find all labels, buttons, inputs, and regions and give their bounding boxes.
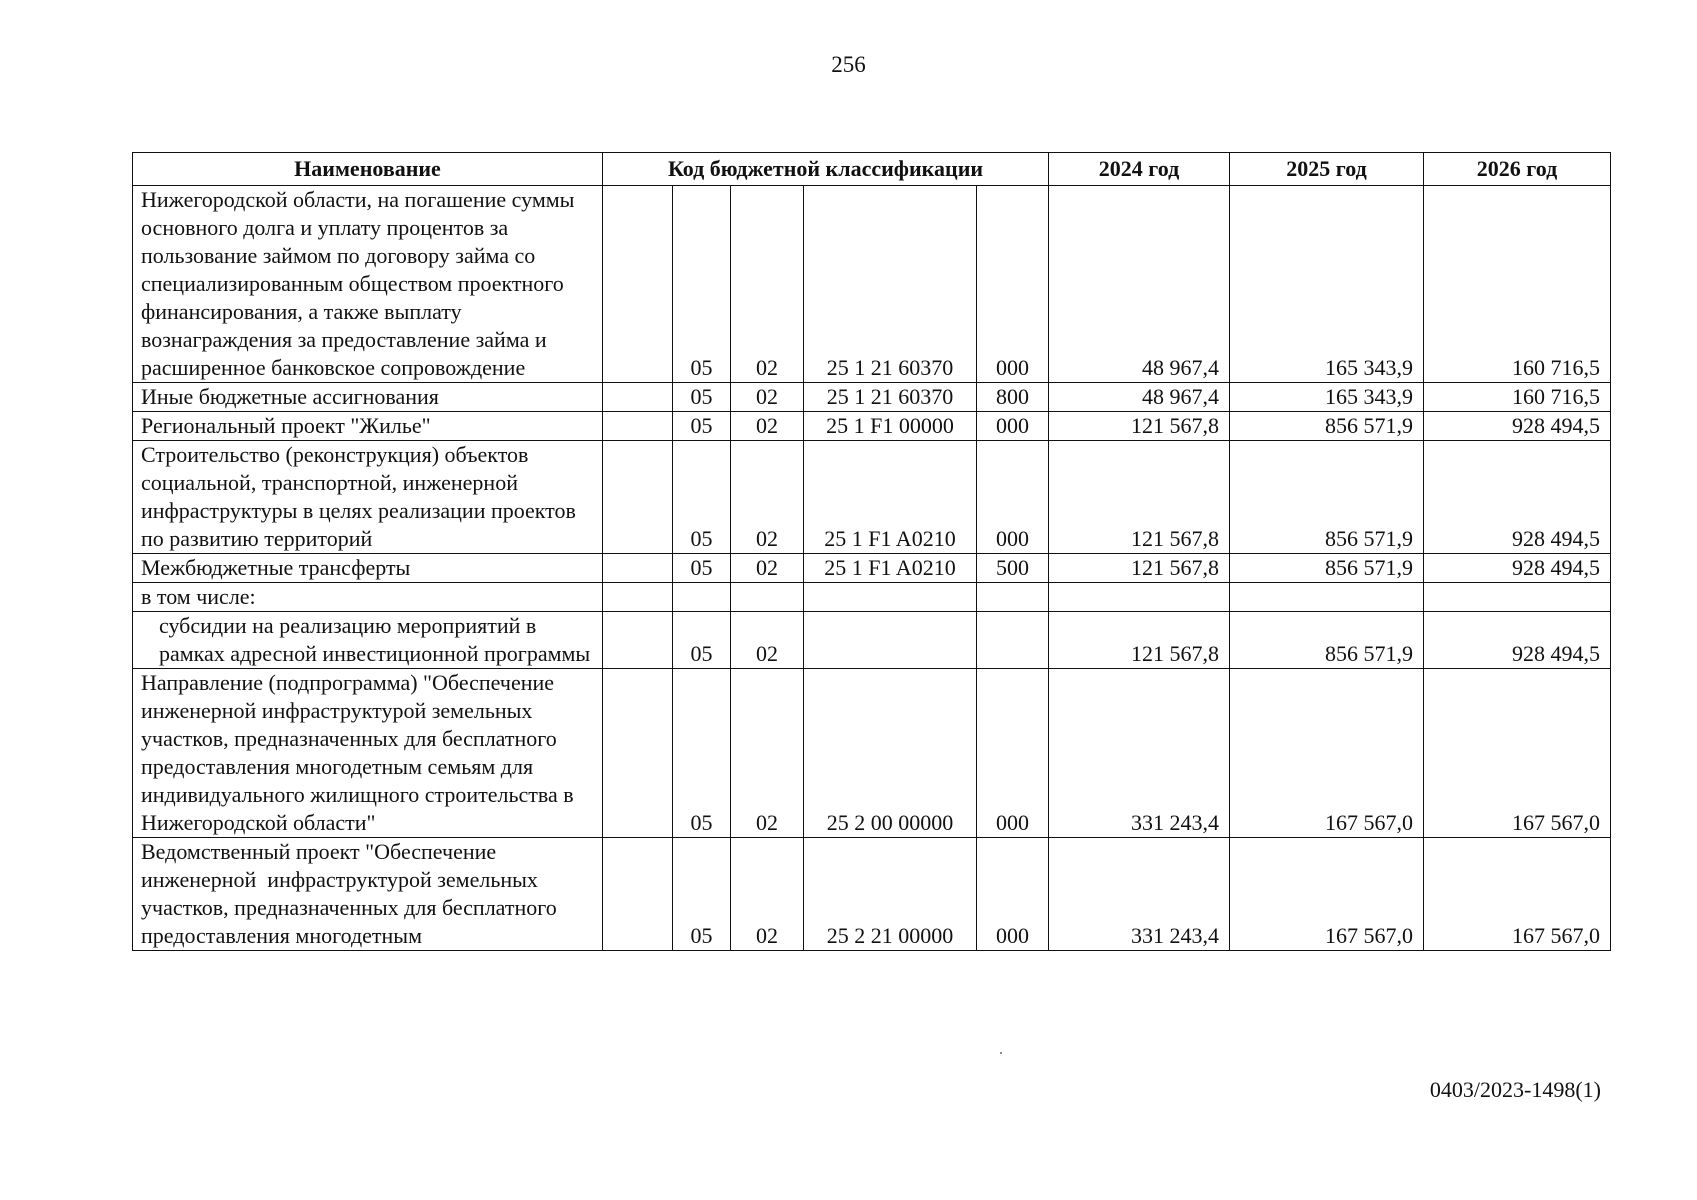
- row-name: в том числе:: [133, 583, 603, 612]
- value-2026: 167 567,0: [1424, 838, 1611, 951]
- code-subsection: 02: [731, 441, 804, 554]
- code-subsection: [731, 583, 804, 612]
- value-2026: 928 494,5: [1424, 441, 1611, 554]
- value-2025: 856 571,9: [1230, 612, 1424, 669]
- code-section: 05: [673, 441, 731, 554]
- code-target: [804, 612, 977, 669]
- code-subsection: 02: [731, 383, 804, 412]
- code-1: [603, 383, 673, 412]
- table-row: [133, 186, 1611, 383]
- value-2026: 160 716,5: [1424, 383, 1611, 412]
- code-target: [804, 583, 977, 612]
- code-expense-type: 000: [977, 441, 1049, 554]
- value-2025: [1230, 583, 1424, 612]
- code-subsection: 02: [731, 412, 804, 441]
- code-section: 05: [673, 412, 731, 441]
- table-header-row: [133, 153, 1611, 186]
- row-name: Ведомственный проект "Обеспечение инженерной инфраструктурой земельных участков, предназначенных для бесплатного предоставления многодетным: [133, 838, 603, 951]
- scan-speck: [1000, 1052, 1002, 1054]
- value-2025: 167 567,0: [1230, 669, 1424, 838]
- code-section: [673, 583, 731, 612]
- code-section: 05: [673, 612, 731, 669]
- value-2025: 856 571,9: [1230, 412, 1424, 441]
- header-2026: 2026 год: [1424, 153, 1611, 186]
- value-2024: 331 243,4: [1049, 838, 1230, 951]
- code-target: 25 1 F1 A0210: [804, 554, 977, 583]
- value-2026: 928 494,5: [1424, 412, 1611, 441]
- code-target: 25 1 21 60370: [804, 383, 977, 412]
- value-2025: 856 571,9: [1230, 441, 1424, 554]
- value-2026: 160 716,5: [1424, 186, 1611, 383]
- code-1: [603, 612, 673, 669]
- header-2024: 2024 год: [1049, 153, 1230, 186]
- code-1: [603, 186, 673, 383]
- table-row: [133, 383, 1611, 412]
- row-name: Региональный проект "Жилье": [133, 412, 603, 441]
- code-1: [603, 838, 673, 951]
- code-subsection: 02: [731, 838, 804, 951]
- value-2024: 48 967,4: [1049, 186, 1230, 383]
- code-subsection: 02: [731, 186, 804, 383]
- code-section: 05: [673, 838, 731, 951]
- table-row: [133, 838, 1611, 951]
- header-code: Код бюджетной классификации: [603, 153, 1049, 186]
- code-1: [603, 441, 673, 554]
- code-expense-type: 000: [977, 412, 1049, 441]
- value-2025: 165 343,9: [1230, 383, 1424, 412]
- code-target: 25 2 21 00000: [804, 838, 977, 951]
- code-target: 25 1 21 60370: [804, 186, 977, 383]
- table-row: [133, 669, 1611, 838]
- header-2025: 2025 год: [1230, 153, 1424, 186]
- row-name: Строительство (реконструкция) объектов социальной, транспортной, инженерной инфраструктуры в целях реализации проектов по развитию территорий: [133, 441, 603, 554]
- table-row: [133, 583, 1611, 612]
- table-row: [133, 412, 1611, 441]
- code-section: 05: [673, 186, 731, 383]
- value-2024: 48 967,4: [1049, 383, 1230, 412]
- page-number: 256: [831, 52, 866, 77]
- code-target: 25 1 F1 00000: [804, 412, 977, 441]
- value-2026: 928 494,5: [1424, 554, 1611, 583]
- value-2024: 121 567,8: [1049, 412, 1230, 441]
- code-1: [603, 583, 673, 612]
- code-subsection: 02: [731, 669, 804, 838]
- table-row: [133, 612, 1611, 669]
- budget-table: [132, 152, 1611, 951]
- value-2025: 167 567,0: [1230, 838, 1424, 951]
- table-row: [133, 441, 1611, 554]
- row-name: Межбюджетные трансферты: [133, 554, 603, 583]
- document-id: 0403/2023-1498(1): [1429, 1077, 1601, 1102]
- code-expense-type: 000: [977, 838, 1049, 951]
- code-section: 05: [673, 669, 731, 838]
- code-target: 25 2 00 00000: [804, 669, 977, 838]
- value-2024: 121 567,8: [1049, 441, 1230, 554]
- code-subsection: 02: [731, 554, 804, 583]
- code-expense-type: 500: [977, 554, 1049, 583]
- code-expense-type: 000: [977, 186, 1049, 383]
- value-2025: 856 571,9: [1230, 554, 1424, 583]
- code-1: [603, 669, 673, 838]
- value-2026: 167 567,0: [1424, 669, 1611, 838]
- code-target: 25 1 F1 A0210: [804, 441, 977, 554]
- value-2025: 165 343,9: [1230, 186, 1424, 383]
- value-2024: 121 567,8: [1049, 612, 1230, 669]
- code-expense-type: [977, 583, 1049, 612]
- value-2026: 928 494,5: [1424, 612, 1611, 669]
- code-expense-type: 800: [977, 383, 1049, 412]
- code-subsection: 02: [731, 612, 804, 669]
- code-expense-type: [977, 612, 1049, 669]
- value-2024: 331 243,4: [1049, 669, 1230, 838]
- header-name: Наименование: [133, 153, 603, 186]
- row-name: Иные бюджетные ассигнования: [133, 383, 603, 412]
- code-section: 05: [673, 383, 731, 412]
- code-1: [603, 412, 673, 441]
- value-2026: [1424, 583, 1611, 612]
- code-expense-type: 000: [977, 669, 1049, 838]
- table-row: [133, 554, 1611, 583]
- code-section: 05: [673, 554, 731, 583]
- row-name: Нижегородской области, на погашение суммы основного долга и уплату процентов за пользование займом по договору займа со специализированным обществом проектного финансирования, а также выплату вознаграждения за предоставление займа и расширенное банковское сопровождение: [133, 186, 603, 383]
- code-1: [603, 554, 673, 583]
- value-2024: 121 567,8: [1049, 554, 1230, 583]
- row-name: субсидии на реализацию мероприятий в рамках адресной инвестиционной программы: [133, 612, 603, 669]
- value-2024: [1049, 583, 1230, 612]
- row-name: Направление (подпрограмма) "Обеспечение инженерной инфраструктурой земельных участков, предназначенных для бесплатного предоставления многодетным семьям для индивидуального жилищного строительства в Нижегородской области": [133, 669, 603, 838]
